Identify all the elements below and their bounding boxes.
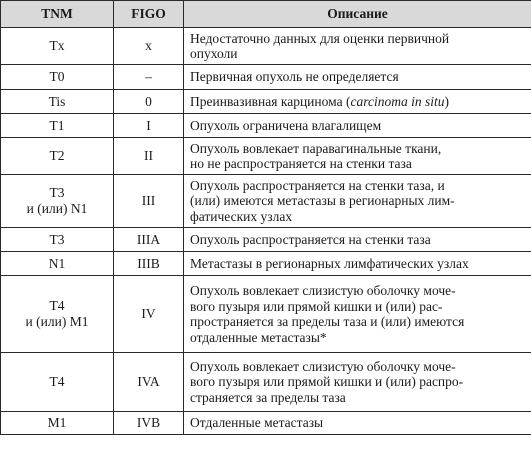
description-cell (184, 175, 531, 228)
header-figo: FIGO (114, 1, 184, 28)
tnm-cell (1, 276, 114, 353)
description-line (190, 31, 527, 47)
description-cell (184, 228, 531, 252)
description-cell (184, 90, 531, 114)
header-description: Описание (184, 1, 531, 28)
tnm-value: M1 (47, 415, 67, 430)
description-text: отдаленные метастазы* (190, 329, 327, 345)
description-line (190, 415, 527, 431)
description-text: ) (444, 93, 449, 109)
table-header (1, 1, 531, 28)
description-line (190, 256, 527, 272)
description-line (190, 374, 527, 390)
description-cell (184, 412, 531, 435)
tnm-value: T3 (49, 231, 65, 247)
description-cell (184, 28, 531, 65)
figo-cell: x (114, 28, 184, 65)
description-text: Опухоль распространяется на стенки таза, и (190, 177, 445, 193)
description-cell (184, 138, 531, 175)
tnm-value: N1 (48, 255, 66, 271)
tnm-value: Tx (49, 38, 65, 53)
tnm-value: и (или) M1 (25, 314, 89, 329)
description-text: (или) имеются метастазы в регионарных лим- (190, 193, 455, 209)
tnm-value: T2 (49, 148, 65, 163)
description-cell (184, 276, 531, 353)
tnm-cell (1, 228, 114, 252)
description-text: но не распространяется на стенки таза (190, 156, 412, 171)
tnm-value: T4 (49, 298, 65, 313)
description-line (190, 209, 527, 225)
description-line (190, 118, 527, 134)
tnm-cell (1, 353, 114, 412)
description-text: Отдаленные метастазы (190, 415, 324, 431)
description-line (190, 193, 527, 209)
figo-cell: IVA (114, 353, 184, 412)
table-row (1, 28, 531, 65)
description-cell (184, 353, 531, 412)
tnm-cell (1, 90, 114, 114)
description-line (190, 69, 527, 85)
tnm-cell (1, 175, 114, 228)
description-line (190, 330, 527, 346)
description-text: Опухоль вовлекает слизистую оболочку моче- (190, 283, 456, 298)
table-row (1, 412, 531, 435)
description-text: Опухоль распространяется на стенки таза (190, 231, 431, 247)
table-row (1, 114, 531, 138)
description-line (190, 314, 527, 330)
tnm-value: T0 (49, 69, 65, 84)
description-line (190, 283, 527, 299)
tnm-cell (1, 138, 114, 175)
description-text: Преинвазивная карцинома ( (190, 93, 351, 109)
description-line (190, 94, 527, 110)
figo-cell: II (114, 138, 184, 175)
description-text: Метастазы в регионарных лимфатических узлах (190, 255, 469, 271)
header-tnm: TNM (1, 1, 114, 28)
table-row (1, 90, 531, 114)
description-cell (184, 252, 531, 276)
description-text: Первичная опухоль не определяется (190, 69, 399, 85)
description-line (190, 390, 527, 406)
tnm-cell (1, 412, 114, 435)
description-cell (184, 114, 531, 138)
figo-cell: IIIA (114, 228, 184, 252)
figo-cell: IVB (114, 412, 184, 435)
description-line (190, 359, 527, 375)
table-row (1, 252, 531, 276)
header-row (1, 1, 531, 28)
description-text: вого пузыря или прямой кишки и (или) рас- (190, 298, 443, 314)
tnm-cell (1, 252, 114, 276)
tnm-value: T1 (49, 117, 65, 133)
table-row (1, 228, 531, 252)
description-text: вого пузыря или прямой кишки и (или) распро- (190, 374, 464, 390)
figo-cell: 0 (114, 90, 184, 114)
figo-cell: IV (114, 276, 184, 353)
tnm-cell (1, 28, 114, 65)
figo-cell: I (114, 114, 184, 138)
description-text: Недостаточно данных для оценки первичной (190, 30, 450, 46)
description-text-italic: carcinoma in situ (350, 93, 445, 109)
figo-cell: – (114, 65, 184, 90)
description-text: Опухоль вовлекает паравагинальные ткани, (190, 140, 442, 156)
table-body (1, 28, 531, 435)
tnm-value: Tis (48, 93, 66, 109)
table-row (1, 353, 531, 412)
description-text: Опухоль вовлекает слизистую оболочку моче- (190, 358, 456, 374)
description-text: страняется за пределы таза (190, 389, 346, 405)
tnm-value: T4 (49, 374, 65, 389)
tnm-value: T3 (49, 185, 65, 200)
description-line (190, 299, 527, 315)
table-row (1, 65, 531, 90)
description-text: пространяется за пределы таза и (или) имеются (190, 314, 465, 329)
tnm-value: и (или) N1 (26, 201, 88, 216)
description-text: Опухоль ограничена влагалищем (190, 117, 382, 133)
tnm-cell (1, 114, 114, 138)
tnm-cell (1, 65, 114, 90)
table-row (1, 138, 531, 175)
description-line (190, 46, 527, 62)
description-line (190, 141, 527, 157)
description-text: фатических узлах (190, 208, 293, 224)
description-cell (184, 65, 531, 90)
table-row (1, 276, 531, 353)
description-line (190, 156, 527, 172)
figo-cell: IIIB (114, 252, 184, 276)
description-line (190, 178, 527, 194)
description-text: опухоли (190, 46, 238, 61)
figo-cell: III (114, 175, 184, 228)
description-line (190, 232, 527, 248)
table-row (1, 175, 531, 228)
